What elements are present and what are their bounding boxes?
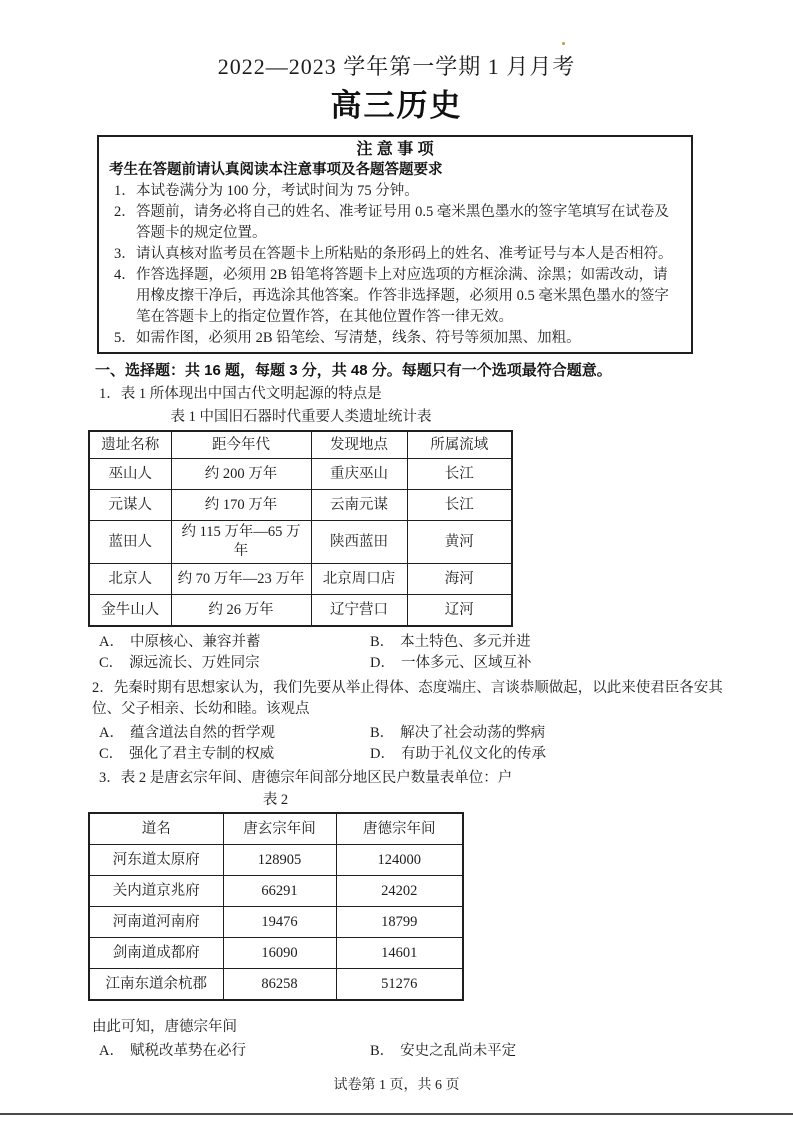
- option-2b: [370, 723, 793, 744]
- table-cell: 重庆巫山: [311, 459, 407, 490]
- exam-session-title: 2022—2023 学年第一学期 1 月月考: [217, 54, 576, 79]
- option-text: 源远流长、万姓同宗: [129, 655, 260, 671]
- table-cell: 长江: [407, 459, 512, 490]
- notice-item-text: 作答选择题，必须用 2B 铅笔将答题卡上对应选项的方框涂满、涂黑；如需改动，请用橡皮擦干净后，再选涂其他答案。作答非选择题，必须用 0.5 毫米黑色墨水的签字笔在答题卡上的指定位置作答，在其他位置作答一律无效。: [136, 267, 669, 325]
- option-text: 强化了君主专制的权威: [129, 746, 275, 762]
- page-footer: 试卷第 1 页，共 6 页: [333, 1078, 460, 1093]
- notice-item-5: [109, 328, 681, 349]
- option-label: B．: [370, 725, 395, 741]
- table-cell: 金牛山人: [89, 595, 171, 627]
- option-label: A．: [99, 634, 124, 650]
- notice-box: [97, 135, 693, 354]
- table-row: [89, 564, 512, 595]
- table-row: [89, 938, 463, 969]
- table-header-row: [89, 813, 463, 845]
- table-cell: 约 26 万年: [171, 595, 311, 627]
- table-cell: 约 170 万年: [171, 490, 311, 521]
- notice-title: 注 意 事 项: [356, 141, 434, 158]
- table-cell: 辽河: [407, 595, 512, 627]
- table-cell: 86258: [223, 969, 336, 1001]
- table-cell: 发现地点: [311, 431, 407, 459]
- table-cell: 遗址名称: [89, 431, 171, 459]
- table-cell: 江南东道余杭郡: [89, 969, 223, 1001]
- option-label: B．: [370, 634, 395, 650]
- option-1b: [370, 632, 793, 653]
- option-label: D．: [370, 655, 395, 671]
- table-cell: 124000: [336, 845, 463, 876]
- table-cell: 关内道京兆府: [89, 876, 223, 907]
- table-row: [89, 459, 512, 490]
- table-cell: 51276: [336, 969, 463, 1001]
- notice-item-1: [109, 181, 681, 202]
- table-cell: 蓝田人: [89, 521, 171, 564]
- option-text: 中原核心、兼容并蓄: [129, 634, 261, 650]
- table-cell: 云南元谋: [311, 490, 407, 521]
- option-label: A．: [99, 1043, 124, 1059]
- table-cell: 黄河: [407, 521, 512, 564]
- table-cell: 巫山人: [89, 459, 171, 490]
- table-cell: 北京周口店: [311, 564, 407, 595]
- option-label: D．: [370, 746, 395, 762]
- option-text: 蕴含道法自然的哲学观: [129, 725, 275, 741]
- table-2-households: [88, 812, 464, 1001]
- option-text: 有助于礼仪文化的传承: [400, 746, 546, 762]
- table-cell: 约 200 万年: [171, 459, 311, 490]
- table-cell: 24202: [336, 876, 463, 907]
- table-row: [89, 521, 512, 564]
- page-bottom-rule: [0, 1113, 793, 1115]
- option-label: C．: [99, 746, 124, 762]
- question-3-options: [99, 1041, 793, 1062]
- table-cell: 元谋人: [89, 490, 171, 521]
- table-cell: 16090: [223, 938, 336, 969]
- table-2-caption: 表 2: [262, 792, 289, 808]
- notice-item-number: 4．: [114, 267, 136, 283]
- notice-item-2: [109, 202, 681, 244]
- table-cell: 18799: [336, 907, 463, 938]
- table-cell: 所属流域: [407, 431, 512, 459]
- table-1-caption: 表 1 中国旧石器时代重要人类遗址统计表: [170, 409, 432, 425]
- option-label: C．: [99, 655, 124, 671]
- table-cell: 长江: [407, 490, 512, 521]
- table-cell: 约 70 万年—23 万年: [171, 564, 311, 595]
- notice-item-number: 1．: [114, 183, 136, 199]
- notice-item-4: [109, 265, 681, 328]
- table-row: [89, 845, 463, 876]
- table-cell: 河南道河南府: [89, 907, 223, 938]
- table-cell: 约 115 万年—65 万年: [171, 521, 311, 564]
- table-cell: 道名: [89, 813, 223, 845]
- notice-item-text: 本试卷满分为 100 分，考试时间为 75 分钟。: [136, 183, 419, 199]
- table-cell: 海河: [407, 564, 512, 595]
- option-3a: [99, 1041, 370, 1062]
- exam-subject-title: 高三历史: [330, 88, 463, 123]
- question-1-options: [99, 632, 793, 674]
- option-label: A．: [99, 725, 124, 741]
- table-row: [89, 969, 463, 1001]
- table-cell: 陕西蓝田: [311, 521, 407, 564]
- option-text: 安史之乱尚未平定: [400, 1043, 517, 1059]
- table-cell: 北京人: [89, 564, 171, 595]
- table-header-row: [89, 431, 512, 459]
- option-text: 赋税改革势在必行: [129, 1043, 246, 1059]
- option-2d: [370, 744, 793, 765]
- question-3-text: 3．表 2 是唐玄宗年间、唐德宗年间部分地区民户数量表单位：户: [99, 770, 513, 786]
- option-1a: [99, 632, 370, 653]
- question-3-followup: 由此可知，唐德宗年间: [92, 1019, 237, 1035]
- table-cell: 唐德宗年间: [336, 813, 463, 845]
- notice-item-number: 2．: [114, 204, 136, 220]
- notice-item-text: 请认真核对监考员在答题卡上所粘贴的条形码上的姓名、准考证号与本人是否相符。: [136, 246, 673, 262]
- table-cell: 距今年代: [171, 431, 311, 459]
- option-3b: [370, 1041, 793, 1062]
- table-cell: 19476: [223, 907, 336, 938]
- table-row: [89, 876, 463, 907]
- notice-item-text: 如需作图，必须用 2B 铅笔绘、写清楚，线条、符号等须加黑、加粗。: [136, 330, 581, 346]
- notice-item-number: 3．: [114, 246, 136, 262]
- option-text: 本土特色、多元并进: [400, 634, 531, 650]
- option-text: 一体多元、区域互补: [400, 655, 532, 671]
- table-cell: 辽宁营口: [311, 595, 407, 627]
- option-label: B．: [370, 1043, 395, 1059]
- table-row: [89, 490, 512, 521]
- table-1-relic-sites: [88, 430, 513, 627]
- question-1-text: 1．表 1 所体现出中国古代文明起源的特点是: [99, 386, 382, 402]
- table-cell: 128905: [223, 845, 336, 876]
- question-2-text: 2．先秦时期有思想家认为，我们先要从举止得体、态度端庄、言谈恭顺做起，以此来使君臣各安其位、父子相亲、长幼和睦。该观点: [92, 680, 723, 717]
- notice-item-text: 答题前，请务必将自己的姓名、准考证号用 0.5 毫米黑色墨水的签字笔填写在试卷及答题卡的规定位置。: [136, 204, 669, 241]
- option-2a: [99, 723, 370, 744]
- table-cell: 14601: [336, 938, 463, 969]
- table-row: [89, 907, 463, 938]
- option-1d: [370, 653, 793, 674]
- notice-item-number: 5．: [114, 330, 136, 346]
- option-text: 解决了社会动荡的弊病: [400, 725, 546, 741]
- question-2-options: [99, 723, 793, 765]
- table-cell: 河东道太原府: [89, 845, 223, 876]
- notice-lead: 考生在答题前请认真阅读本注意事项及各题答题要求: [109, 162, 443, 178]
- section-heading-multiple-choice: 一、选择题：共 16 题，每题 3 分，共 48 分。每题只有一个选项最符合题意。: [95, 362, 612, 379]
- table-cell: 66291: [223, 876, 336, 907]
- option-1c: [99, 653, 370, 674]
- table-row: [89, 595, 512, 627]
- scan-artifact-dot: [562, 42, 565, 45]
- table-cell: 唐玄宗年间: [223, 813, 336, 845]
- option-2c: [99, 744, 370, 765]
- table-cell: 剑南道成都府: [89, 938, 223, 969]
- notice-item-3: [109, 244, 681, 265]
